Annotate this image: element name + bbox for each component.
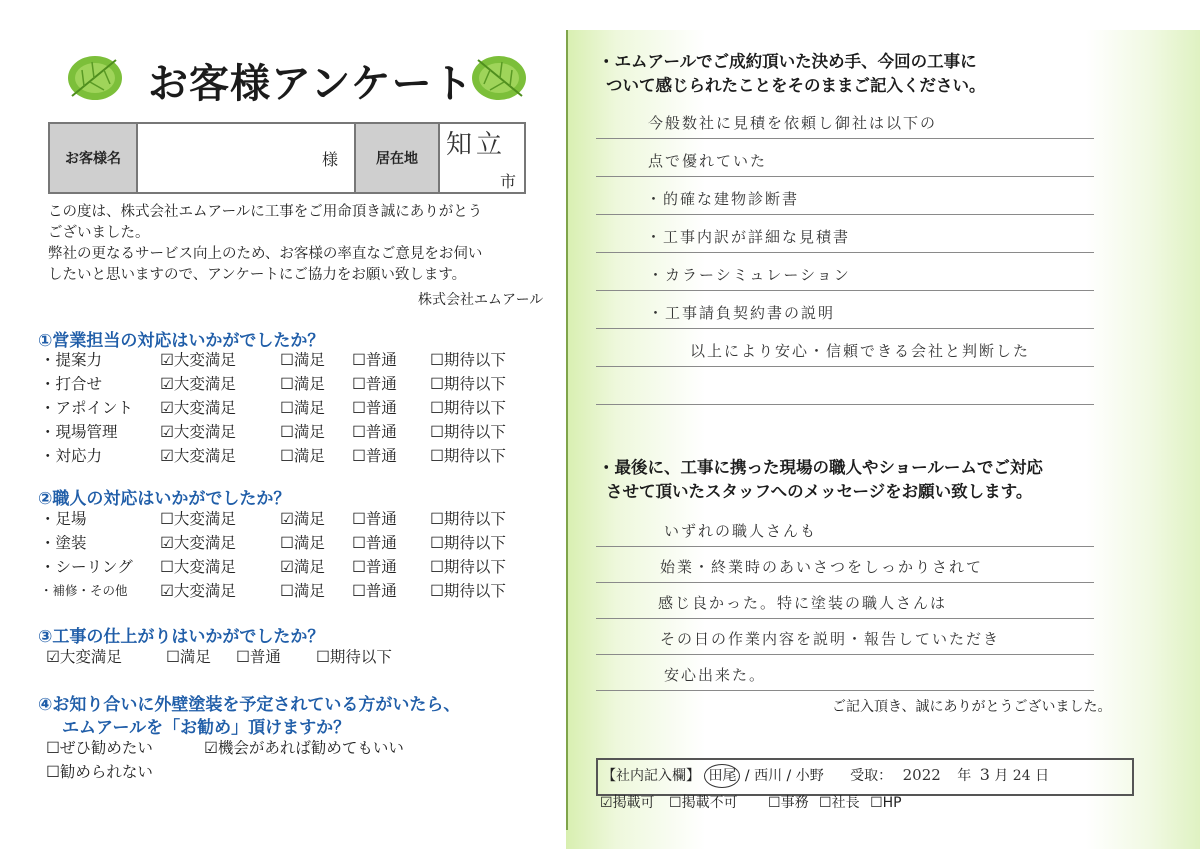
checkbox[interactable]: ☑ — [204, 739, 218, 757]
ruled-line — [596, 176, 1094, 177]
question-row — [40, 348, 540, 372]
ruled-line — [596, 138, 1094, 139]
q6-heading-2: させて頂いたスタッフへのメッセージをお願い致します。 — [606, 482, 1033, 501]
ruled-line — [596, 214, 1094, 215]
q4-heading-1: ④お知り合いに外壁塗装を予定されている方がいたら、 — [38, 695, 461, 715]
q5-heading-2: ついて感じられたことをそのままご記入ください。 — [606, 76, 986, 95]
option-checkbox[interactable]: ☐期待以下 — [430, 423, 506, 441]
question-row — [40, 579, 540, 603]
q4-choice-3[interactable]: ☐勧められない — [46, 763, 153, 781]
option-checkbox[interactable]: ☐満足 — [280, 351, 325, 369]
option-checkbox[interactable]: ☐満足 — [280, 423, 325, 441]
staff-name: 西川 — [754, 768, 783, 784]
handwritten-line: 安心出来た。 — [664, 666, 767, 684]
option-checkbox[interactable]: ☐期待以下 — [430, 447, 506, 465]
option-checkbox[interactable]: ☐期待以下 — [430, 399, 506, 417]
option-checkbox[interactable]: ☑大変満足 — [160, 423, 236, 441]
option-checkbox[interactable]: ☐満足 — [280, 447, 325, 465]
intro-text — [48, 202, 482, 286]
q2-heading: ②職人の対応はいかがでしたか？ — [38, 489, 291, 509]
ruled-line — [596, 252, 1094, 253]
handwritten-line: ・工事請負契約書の説明 — [648, 304, 836, 322]
q3-heading: ③工事の仕上がりはいかがでしたか？ — [38, 627, 325, 647]
option-checkbox[interactable]: ☐普通 — [352, 447, 397, 465]
option-checkbox[interactable]: ☐期待以下 — [430, 582, 506, 600]
question-row — [40, 420, 540, 444]
option-checkbox[interactable]: ☐普通 — [352, 534, 397, 552]
customer-table — [48, 122, 526, 194]
handwritten-line: 今般数社に見積を依頼し御社は以下の — [648, 114, 938, 132]
ruled-line — [596, 582, 1094, 583]
page-title: お客様アンケート — [148, 61, 474, 107]
q5-heading-1: ・エムアールでご成約頂いた決め手、今回の工事に — [598, 52, 977, 71]
panel-divider — [566, 30, 568, 830]
option-checkbox[interactable]: ☐期待以下 — [430, 375, 506, 393]
handwritten-line: ・工事内訳が詳細な見積書 — [646, 228, 851, 246]
question-row — [40, 444, 540, 468]
office-label: 【社内記入欄】 — [602, 768, 700, 784]
handwritten-line: ・的確な建物診断書 — [646, 190, 800, 208]
option-checkbox[interactable]: ☑大変満足 — [160, 399, 236, 417]
option-checkbox[interactable]: ☑満足 — [280, 510, 325, 528]
q6-heading-1: ・最後に、工事に携った現場の職人やショールームでご対応 — [598, 458, 1043, 477]
option-checkbox[interactable]: ☐満足 — [280, 582, 325, 600]
option-checkbox[interactable]: ☐普通 — [352, 558, 397, 576]
option-checkbox[interactable]: ☑大変満足 — [160, 351, 236, 369]
handwritten-line: 感じ良かった。特に塗装の職人さんは — [658, 594, 948, 612]
row-label: ・対応力 — [40, 447, 103, 465]
ruled-line — [596, 366, 1094, 367]
row-label: ・シーリング — [40, 558, 133, 576]
row-label: ・現場管理 — [40, 423, 118, 441]
row-label: ・提案力 — [40, 351, 103, 369]
q4-heading-2: エムアールを「お勧め」頂けますか？ — [62, 718, 351, 738]
handwritten-line: その日の作業内容を説明・報告していただき — [660, 630, 1001, 648]
option-checkbox[interactable]: ☐普通 — [352, 510, 397, 528]
received-year: 2022 — [902, 766, 941, 784]
option-checkbox[interactable]: ☑大変満足 — [160, 447, 236, 465]
option-checkbox[interactable]: ☐満足 — [166, 648, 211, 666]
intro-line: この度は、株式会社エムアールに工事をご用命頂き誠にありがとう — [48, 204, 483, 220]
handwritten-line: 以上により安心・信頼できる会社と判断した — [690, 342, 1031, 360]
staff-circled: 田尾 — [704, 764, 740, 788]
name-suffix: 様 — [321, 149, 338, 169]
option-checkbox[interactable]: ☐普通 — [236, 648, 281, 666]
option-checkbox[interactable]: ☐大変満足 — [160, 510, 236, 528]
received-day: 24 — [1012, 768, 1031, 784]
option-checkbox[interactable]: ☑大変満足 — [46, 648, 122, 666]
row-label: ・アポイント — [40, 399, 134, 417]
q1-rows — [40, 348, 540, 468]
ruled-line — [596, 618, 1094, 619]
residence-label: 居在地 — [355, 123, 439, 193]
handwritten-line: いずれの職人さんも — [664, 522, 818, 540]
ruled-line — [596, 290, 1094, 291]
checkbox[interactable]: ☐ — [46, 739, 60, 757]
leaf-icon — [468, 52, 530, 104]
thanks-text: ご記入頂き、誠にありがとうございました。 — [832, 699, 1112, 715]
row-label: ・打合せ — [40, 375, 103, 393]
ruled-line — [596, 404, 1094, 405]
question-row — [40, 396, 540, 420]
option-checkbox[interactable]: ☐満足 — [280, 399, 325, 417]
option-checkbox[interactable]: ☐普通 — [352, 375, 397, 393]
ruled-line — [596, 654, 1094, 655]
residence-suffix: 市 — [499, 172, 516, 191]
option-checkbox[interactable]: ☐期待以下 — [316, 648, 392, 666]
handwritten-line: 点で優れていた — [648, 152, 768, 170]
row-label: ・補修・その他 — [40, 583, 128, 598]
office-use-box: 【社内記入欄】 田尾 / 西川 / 小野 受取： 2022 年 3 月 24 日 — [596, 758, 1134, 796]
option-checkbox[interactable]: ☐大変満足 — [160, 558, 236, 576]
handwritten-line: 始業・終業時のあいさつをしっかりされて — [660, 558, 984, 576]
option-checkbox[interactable]: ☑大変満足 — [160, 582, 236, 600]
option-checkbox[interactable]: ☑大変満足 — [160, 534, 236, 552]
customer-name-label: お客様名 — [49, 123, 137, 193]
row-label: ・足場 — [40, 510, 87, 528]
option-checkbox[interactable]: ☐満足 — [280, 375, 325, 393]
received-label: 受取： — [850, 768, 893, 784]
staff-name: 小野 — [795, 768, 824, 784]
option-checkbox[interactable]: ☑満足 — [280, 558, 325, 576]
q4-choice-2[interactable]: ☑機会があれば勧めてもいい — [204, 739, 404, 757]
ruled-line — [596, 546, 1094, 547]
publish-ok-checkbox[interactable]: ☑ — [600, 795, 613, 811]
president-checkbox[interactable]: ☐ — [819, 795, 832, 811]
received-month: 3 — [979, 765, 990, 784]
leaf-icon — [64, 52, 126, 104]
intro-line: 弊社の更なるサービス向上のため、お客様の率直なご意見をお伺い — [48, 246, 483, 262]
question-row — [40, 531, 540, 555]
checkbox[interactable]: ☐ — [46, 763, 60, 781]
option-checkbox[interactable]: ☐普通 — [352, 582, 397, 600]
hp-checkbox[interactable]: ☐ — [870, 795, 883, 811]
option-checkbox[interactable]: ☑大変満足 — [160, 375, 236, 393]
intro-line: ございました。 — [48, 225, 150, 241]
option-checkbox[interactable]: ☐満足 — [280, 534, 325, 552]
option-checkbox[interactable]: ☐期待以下 — [430, 351, 506, 369]
residence-field — [439, 123, 525, 193]
q3-options — [46, 645, 526, 669]
question-row — [40, 372, 540, 396]
question-row — [40, 555, 540, 579]
clerk-checkbox[interactable]: ☐ — [768, 795, 781, 811]
q1-heading: ①営業担当の対応はいかがでしたか？ — [38, 331, 325, 351]
publish-ng-checkbox[interactable]: ☐ — [669, 795, 682, 811]
option-checkbox[interactable]: ☐期待以下 — [430, 510, 506, 528]
customer-name-field — [137, 123, 355, 193]
option-checkbox[interactable]: ☐普通 — [352, 351, 397, 369]
q2-rows — [40, 507, 540, 603]
office-checkboxes: ☑掲載可 ☐掲載不可 ☐事務 ☐社長 ☐HP — [600, 795, 902, 811]
option-checkbox[interactable]: ☐期待以下 — [430, 558, 506, 576]
residence-handwritten: 知立 — [446, 130, 507, 160]
intro-line: したいと思いますので、アンケートにご協力をお願い致します。 — [48, 267, 467, 283]
question-row — [40, 507, 540, 531]
option-checkbox[interactable]: ☐普通 — [352, 423, 397, 441]
option-checkbox[interactable]: ☐普通 — [352, 399, 397, 417]
handwritten-line: ・カラーシミュレーション — [648, 266, 851, 284]
ruled-line — [596, 690, 1094, 691]
ruled-line — [596, 328, 1094, 329]
company-name: 株式会社エムアール — [418, 292, 544, 308]
option-checkbox[interactable]: ☐期待以下 — [430, 534, 506, 552]
row-label: ・塗装 — [40, 534, 87, 552]
q4-choice-1[interactable]: ☐ぜひ勧めたい — [46, 739, 153, 757]
